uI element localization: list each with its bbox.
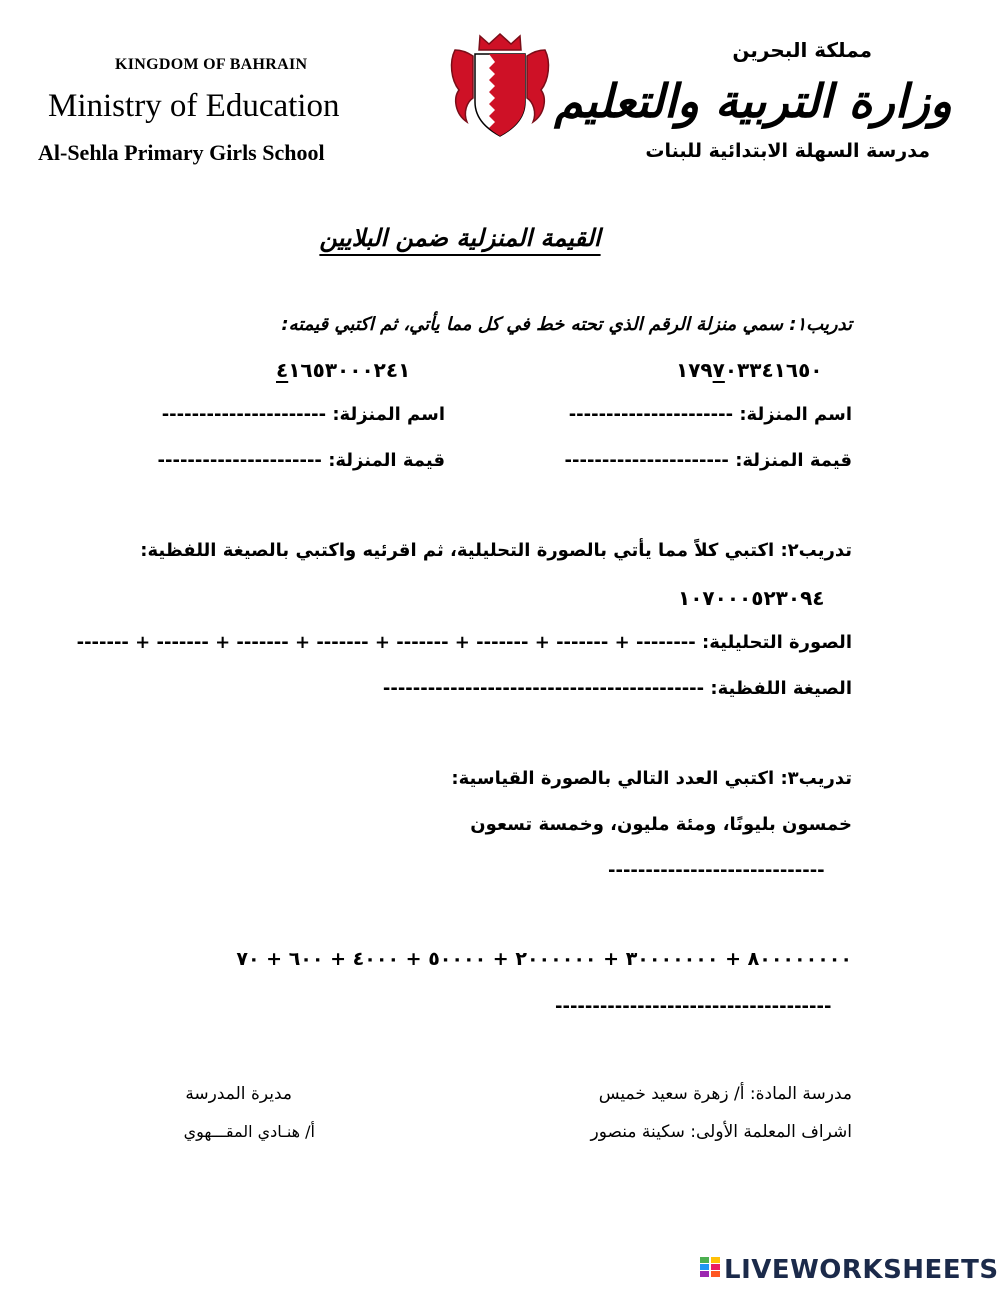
exercise2-instruction: تدريب٢: اكتبي كلاً مما يأتي بالصورة التحليلية، ثم اقرئيه واكتبي بالصيغة اللفظية: [140, 540, 852, 561]
bahrain-emblem-icon [445, 32, 555, 142]
exercise3-words: خمسون بليونًا، ومئة مليون، وخمسة تسعون [470, 814, 852, 835]
brand-label: LIVEWORKSHEETS [724, 1255, 999, 1285]
exercise3-expression: ٨٠٠٠٠٠٠٠٠ + ٣٠٠٠٠٠٠٠ + ٢٠٠٠٠٠٠ + ٥٠٠٠٠ + ٤٠٠٠ + ٦٠٠ + ٧٠ [236, 948, 852, 970]
answer-blank[interactable]: ---------------------- [157, 450, 322, 471]
exercise1-place-row-right: اسم المنزلة: ---------------------- [568, 404, 852, 425]
liveworksheets-brand[interactable] [700, 1255, 999, 1285]
exercise1-value-row-right: قيمة المنزلة: ---------------------- [564, 450, 852, 471]
kingdom-en-label: KINGDOM OF BAHRAIN [115, 56, 308, 73]
answer-blank[interactable]: ---------------------- [568, 404, 734, 425]
exercise2-number: ١٠٧٠٠٠٥٢٣٠٩٤ [678, 586, 825, 610]
ministry-en-label: Ministry of Education [48, 88, 340, 124]
ministry-ar-label: وزارة التربية والتعليم [554, 74, 952, 128]
exercise3-instruction: تدريب٣: اكتبي العدد التالي بالصورة القياسية: [451, 768, 852, 789]
school-en-label: Al-Sehla Primary Girls School [38, 140, 325, 165]
worksheet-title: القيمة المنزلية ضمن البلايين [319, 224, 601, 252]
answer-blank[interactable]: ------------------------------------------- [382, 678, 705, 699]
answer-blank[interactable]: ---------------------- [564, 450, 729, 471]
teacher-label: مدرسة المادة: أ/ زهرة سعيد خميس [598, 1084, 852, 1104]
kingdom-ar-label: مملكة البحرين [732, 38, 872, 62]
answer-blank[interactable]: ---------------------- [161, 404, 327, 425]
school-ar-label: مدرسة السهلة الابتدائية للبنات [645, 140, 930, 162]
answer-blank[interactable]: ------------------------------------- [555, 996, 832, 1017]
exercise1-right-number: ١٧٩٧٠٣٣٤١٦٥٠ [676, 358, 823, 382]
exercise1-place-row-left: اسم المنزلة: ---------------------- [161, 404, 445, 425]
answer-blank[interactable]: ----------------------------- [608, 860, 825, 881]
expanded-blanks[interactable]: ------- + ------- + ------- + ------- + ------- + ------- + ------- + -------- [76, 632, 696, 653]
exercise2-expanded-row: الصورة التحليلية: ------- + ------- + ------- + ------- + ------- + ------- + ------- + -------- [76, 632, 852, 653]
exercise1-value-row-left: قيمة المنزلة: ---------------------- [157, 450, 445, 471]
supervisor-label: اشراف المعلمة الأولى: سكينة منصور [590, 1122, 852, 1142]
exercise1-left-number: ٤١٦٥٣٠٠٠٢٤١ [276, 358, 411, 382]
principal-name: أ/ هنـادي المقـــهوي [183, 1122, 315, 1141]
principal-title: مديرة المدرسة [185, 1084, 292, 1104]
liveworksheets-logo-icon [700, 1257, 720, 1283]
exercise1-instruction: تدريب١: سمي منزلة الرقم الذي تحته خط في كل مما يأتي، ثم اكتبي قيمته: [281, 314, 852, 335]
exercise2-words-row: الصيغة اللفظية: ------------------------------------------- [382, 678, 852, 699]
